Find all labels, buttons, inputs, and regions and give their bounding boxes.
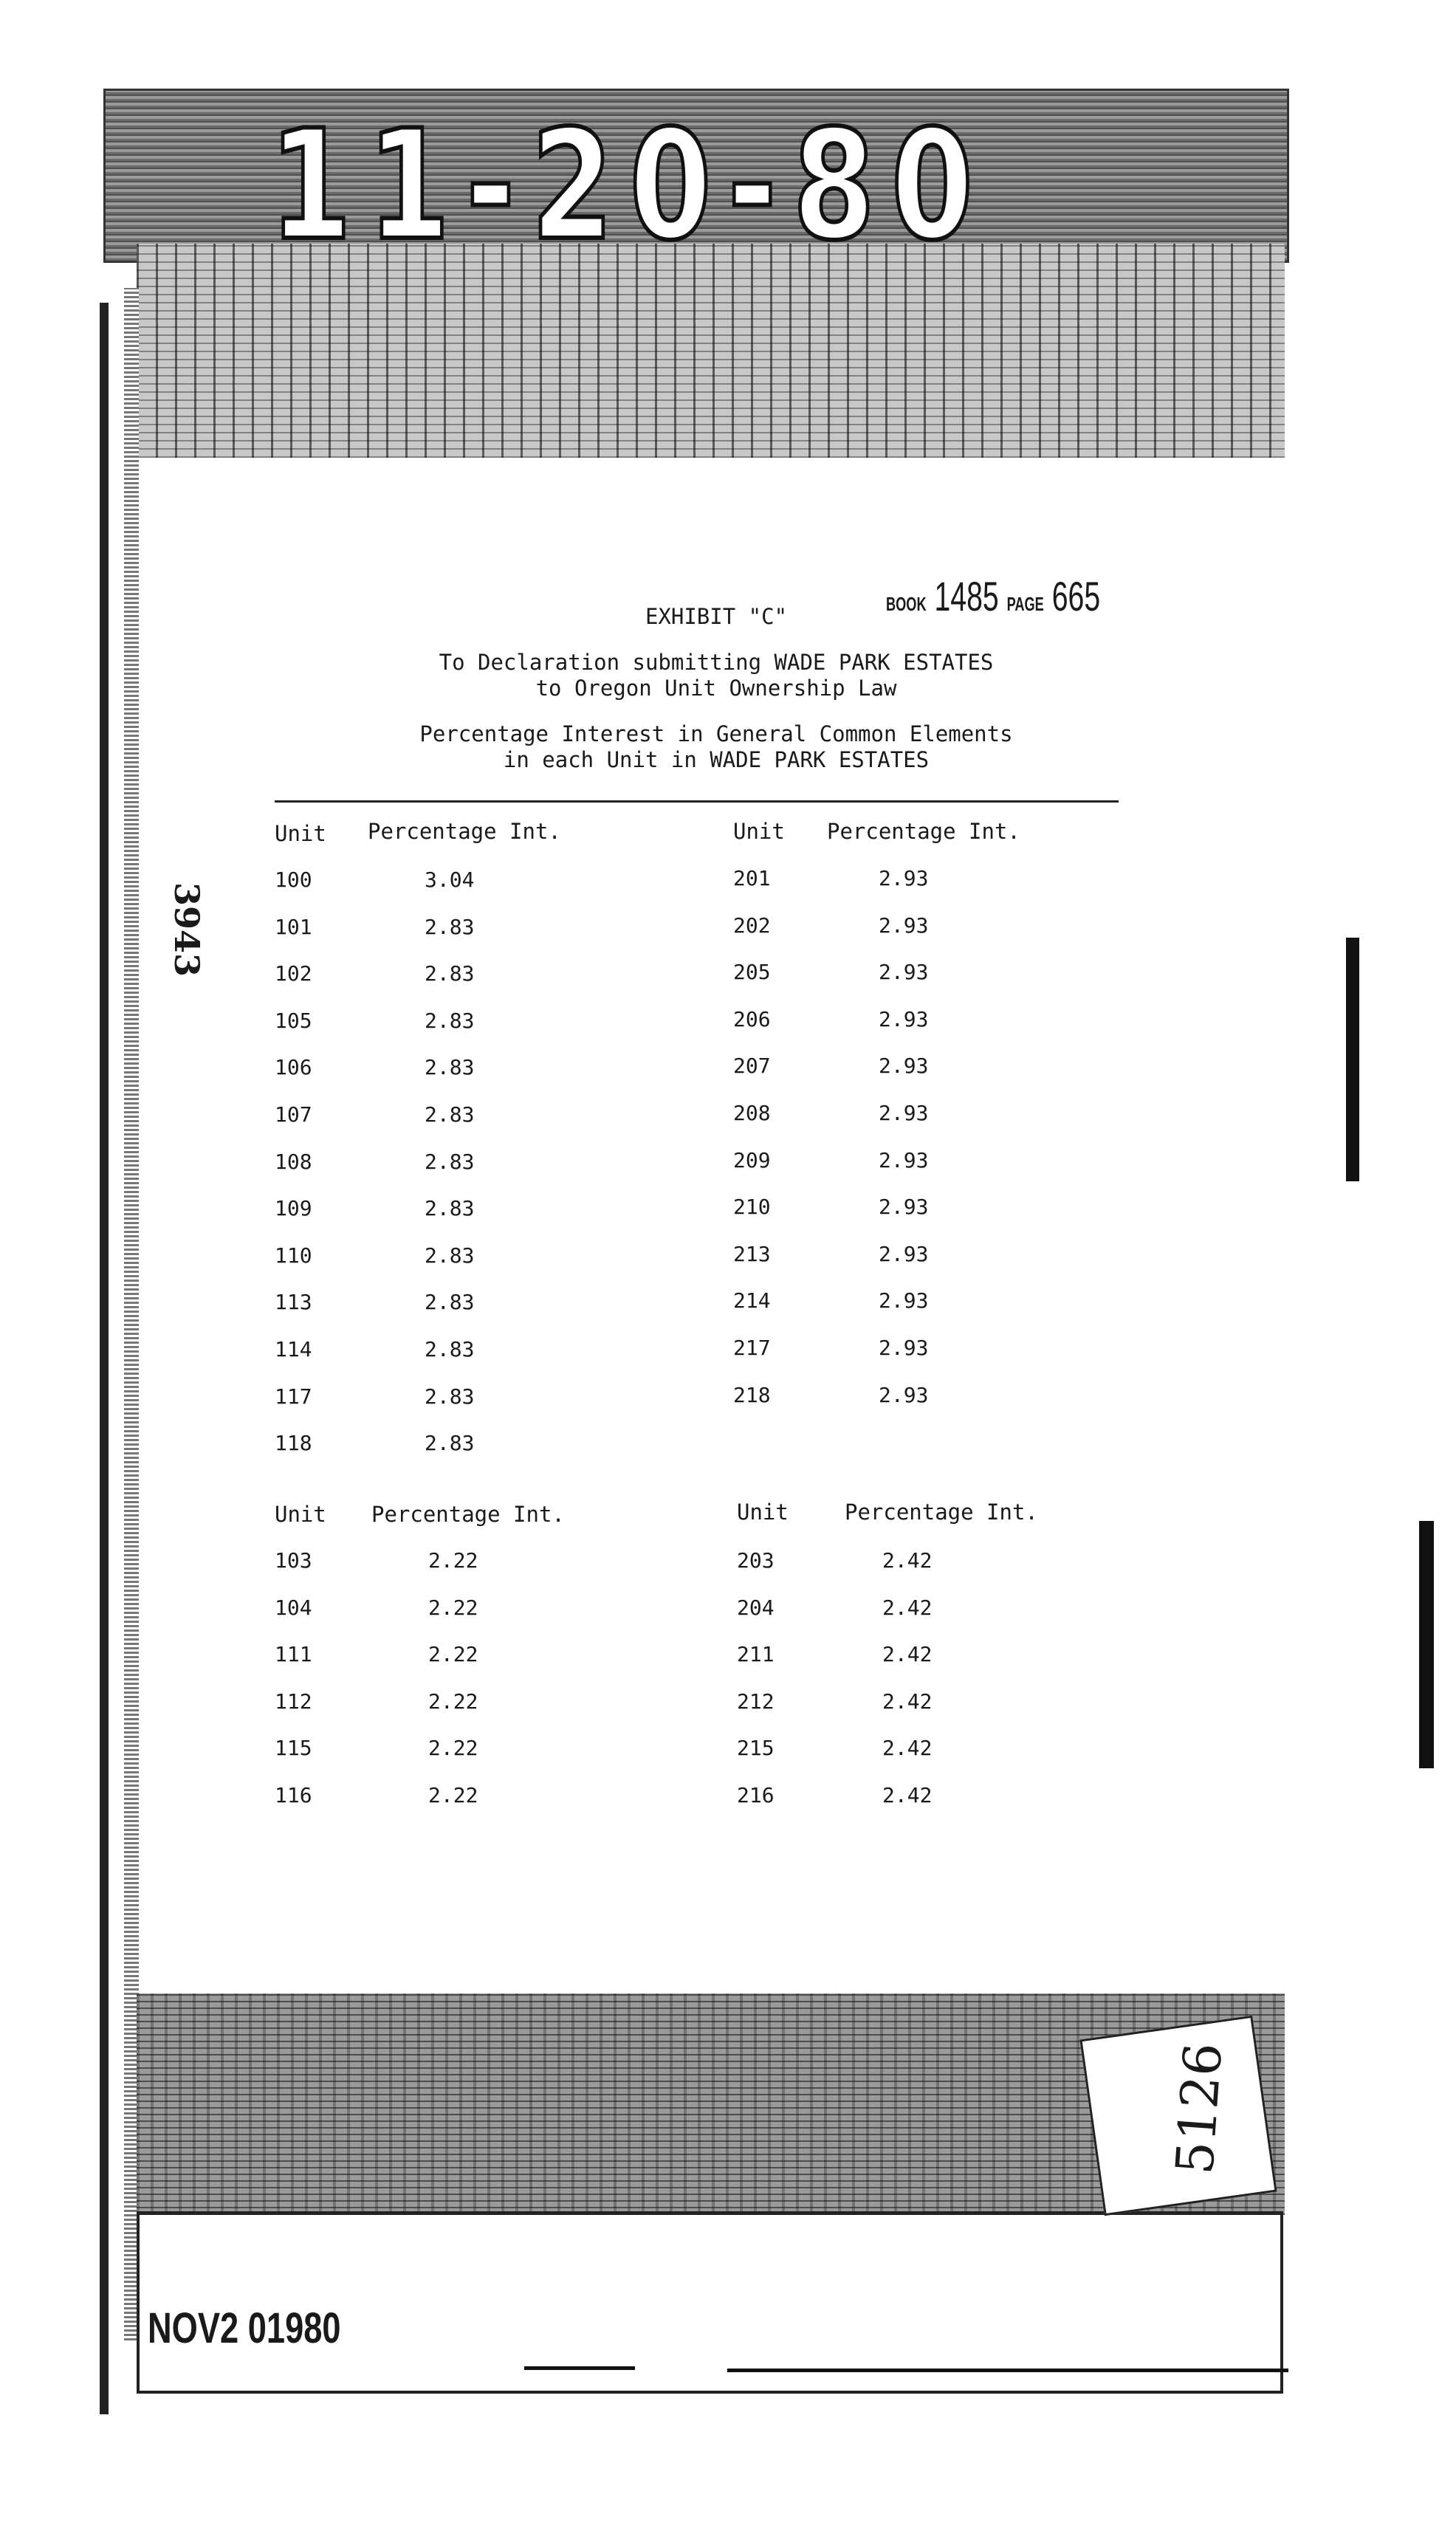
subtitle-line-2: to Oregon Unit Ownership Law <box>535 676 897 701</box>
percentage-value: 3.04 <box>425 868 475 892</box>
unit-number: 109 <box>275 1196 312 1221</box>
unit-number: 118 <box>275 1431 312 1456</box>
unit-number: 203 <box>737 1548 775 1573</box>
percentage-value: 2.93 <box>879 1195 929 1220</box>
subtitle-line-1: To Declaration submitting WADE PARK ESTATES <box>439 650 994 675</box>
percentage-value: 2.93 <box>879 1006 929 1031</box>
percentage-value: 2.93 <box>879 913 929 938</box>
footer-rule <box>524 2366 635 2370</box>
unit-number: 115 <box>275 1736 312 1761</box>
unit-number: 202 <box>733 913 771 938</box>
percentage-value: 2.83 <box>425 1384 475 1409</box>
percentage-value: 2.83 <box>425 1196 475 1221</box>
unit-number: 205 <box>733 960 771 985</box>
unit-number: 214 <box>733 1288 771 1313</box>
unit-number: 111 <box>275 1642 312 1667</box>
percentage-value: 2.83 <box>425 1149 475 1174</box>
unit-number: 211 <box>737 1642 775 1667</box>
percentage-value: 2.42 <box>882 1642 933 1667</box>
book-label: BOOK <box>886 593 927 615</box>
table2-right-pct-header: Percentage Int. <box>845 1500 1038 1525</box>
percentage-value: 2.22 <box>428 1689 478 1714</box>
percentage-value: 2.42 <box>882 1736 933 1761</box>
book-number: 1485 <box>934 573 999 619</box>
unit-number: 112 <box>275 1689 312 1714</box>
unit-number: 201 <box>733 866 771 890</box>
unit-number: 114 <box>275 1337 312 1361</box>
percentage-value: 2.83 <box>425 1055 475 1080</box>
file-label-number: 5126 <box>1164 2041 1234 2177</box>
scan-noise-band <box>137 244 1285 458</box>
percentage-value: 2.22 <box>428 1548 478 1573</box>
scan-bottom-frame <box>137 2211 1283 2394</box>
unit-number: 107 <box>275 1102 312 1127</box>
unit-number: 218 <box>733 1382 771 1407</box>
percentage-value: 2.93 <box>879 1288 929 1313</box>
date-stamp: 11-20-80 <box>269 98 990 274</box>
unit-number: 104 <box>275 1595 312 1620</box>
percentage-value: 2.93 <box>879 1382 929 1407</box>
unit-number: 215 <box>737 1736 775 1761</box>
percentage-value: 2.93 <box>879 1101 929 1125</box>
percentage-value: 2.83 <box>425 1008 475 1033</box>
unit-number: 216 <box>737 1783 775 1807</box>
unit-number: 108 <box>275 1149 312 1174</box>
scan-right-bar <box>1419 1521 1434 1768</box>
percentage-value: 2.93 <box>879 960 929 985</box>
table-heading-line-2: in each Unit in WADE PARK ESTATES <box>503 747 930 772</box>
percentage-value: 2.83 <box>425 1431 475 1456</box>
unit-number: 102 <box>275 961 312 986</box>
percentage-value: 2.22 <box>428 1736 478 1761</box>
unit-number: 110 <box>275 1243 312 1268</box>
scan-left-edge <box>100 303 109 2414</box>
unit-number: 208 <box>733 1101 771 1125</box>
percentage-value: 2.93 <box>879 1241 929 1266</box>
unit-number: 206 <box>733 1006 771 1031</box>
unit-number: 209 <box>733 1147 771 1172</box>
unit-number: 113 <box>275 1290 312 1315</box>
percentage-value: 2.93 <box>879 1054 929 1079</box>
unit-number: 207 <box>733 1054 771 1079</box>
percentage-value: 2.42 <box>882 1595 933 1620</box>
percentage-value: 2.22 <box>428 1783 478 1807</box>
scan-right-bar <box>1346 938 1359 1181</box>
percentage-value: 2.22 <box>428 1642 478 1667</box>
unit-number: 100 <box>275 868 312 892</box>
unit-number: 116 <box>275 1783 312 1807</box>
percentage-value: 2.93 <box>879 1147 929 1172</box>
page-number: 665 <box>1051 573 1101 619</box>
percentage-value: 2.93 <box>879 866 929 890</box>
percentage-value: 2.83 <box>425 1290 475 1315</box>
footer-rule <box>727 2369 1288 2372</box>
percentage-value: 2.83 <box>425 1337 475 1361</box>
table2-right-unit-header: Unit <box>737 1500 789 1525</box>
percentage-value: 2.42 <box>882 1548 933 1573</box>
percentage-value: 2.22 <box>428 1595 478 1620</box>
table2-left-pct-header: Percentage Int. <box>371 1502 565 1527</box>
unit-number: 217 <box>733 1336 771 1360</box>
percentage-value: 2.42 <box>882 1783 933 1807</box>
percentage-value: 2.83 <box>425 1102 475 1127</box>
table1-right-pct-header: Percentage Int. <box>827 819 1020 844</box>
table-heading-line-1: Percentage Interest in General Common Elements <box>419 721 1013 746</box>
unit-number: 106 <box>275 1055 312 1080</box>
table2-left-unit-header: Unit <box>275 1502 326 1527</box>
percentage-value: 2.42 <box>882 1689 933 1714</box>
heading-divider <box>275 800 1119 803</box>
unit-number: 212 <box>737 1689 775 1714</box>
table1-left-pct-header: Percentage Int. <box>368 819 561 844</box>
unit-number: 117 <box>275 1384 312 1409</box>
unit-number: 101 <box>275 914 312 939</box>
unit-number: 213 <box>733 1241 771 1266</box>
percentage-value: 2.83 <box>425 961 475 986</box>
unit-number: 210 <box>733 1195 771 1220</box>
recorded-date-stamp: NOV2 01980 <box>148 2304 341 2352</box>
percentage-value: 2.93 <box>879 1336 929 1360</box>
unit-number: 103 <box>275 1548 312 1573</box>
percentage-value: 2.83 <box>425 914 475 939</box>
sideways-stamp: 3943 <box>167 882 207 978</box>
page-label: PAGE <box>1006 593 1044 615</box>
table1-left-unit-header: Unit <box>275 821 326 846</box>
table1-right-unit-header: Unit <box>733 819 785 844</box>
exhibit-title: EXHIBIT "C" <box>645 604 788 629</box>
percentage-value: 2.83 <box>425 1243 475 1268</box>
unit-number: 105 <box>275 1008 312 1033</box>
unit-number: 204 <box>737 1595 775 1620</box>
